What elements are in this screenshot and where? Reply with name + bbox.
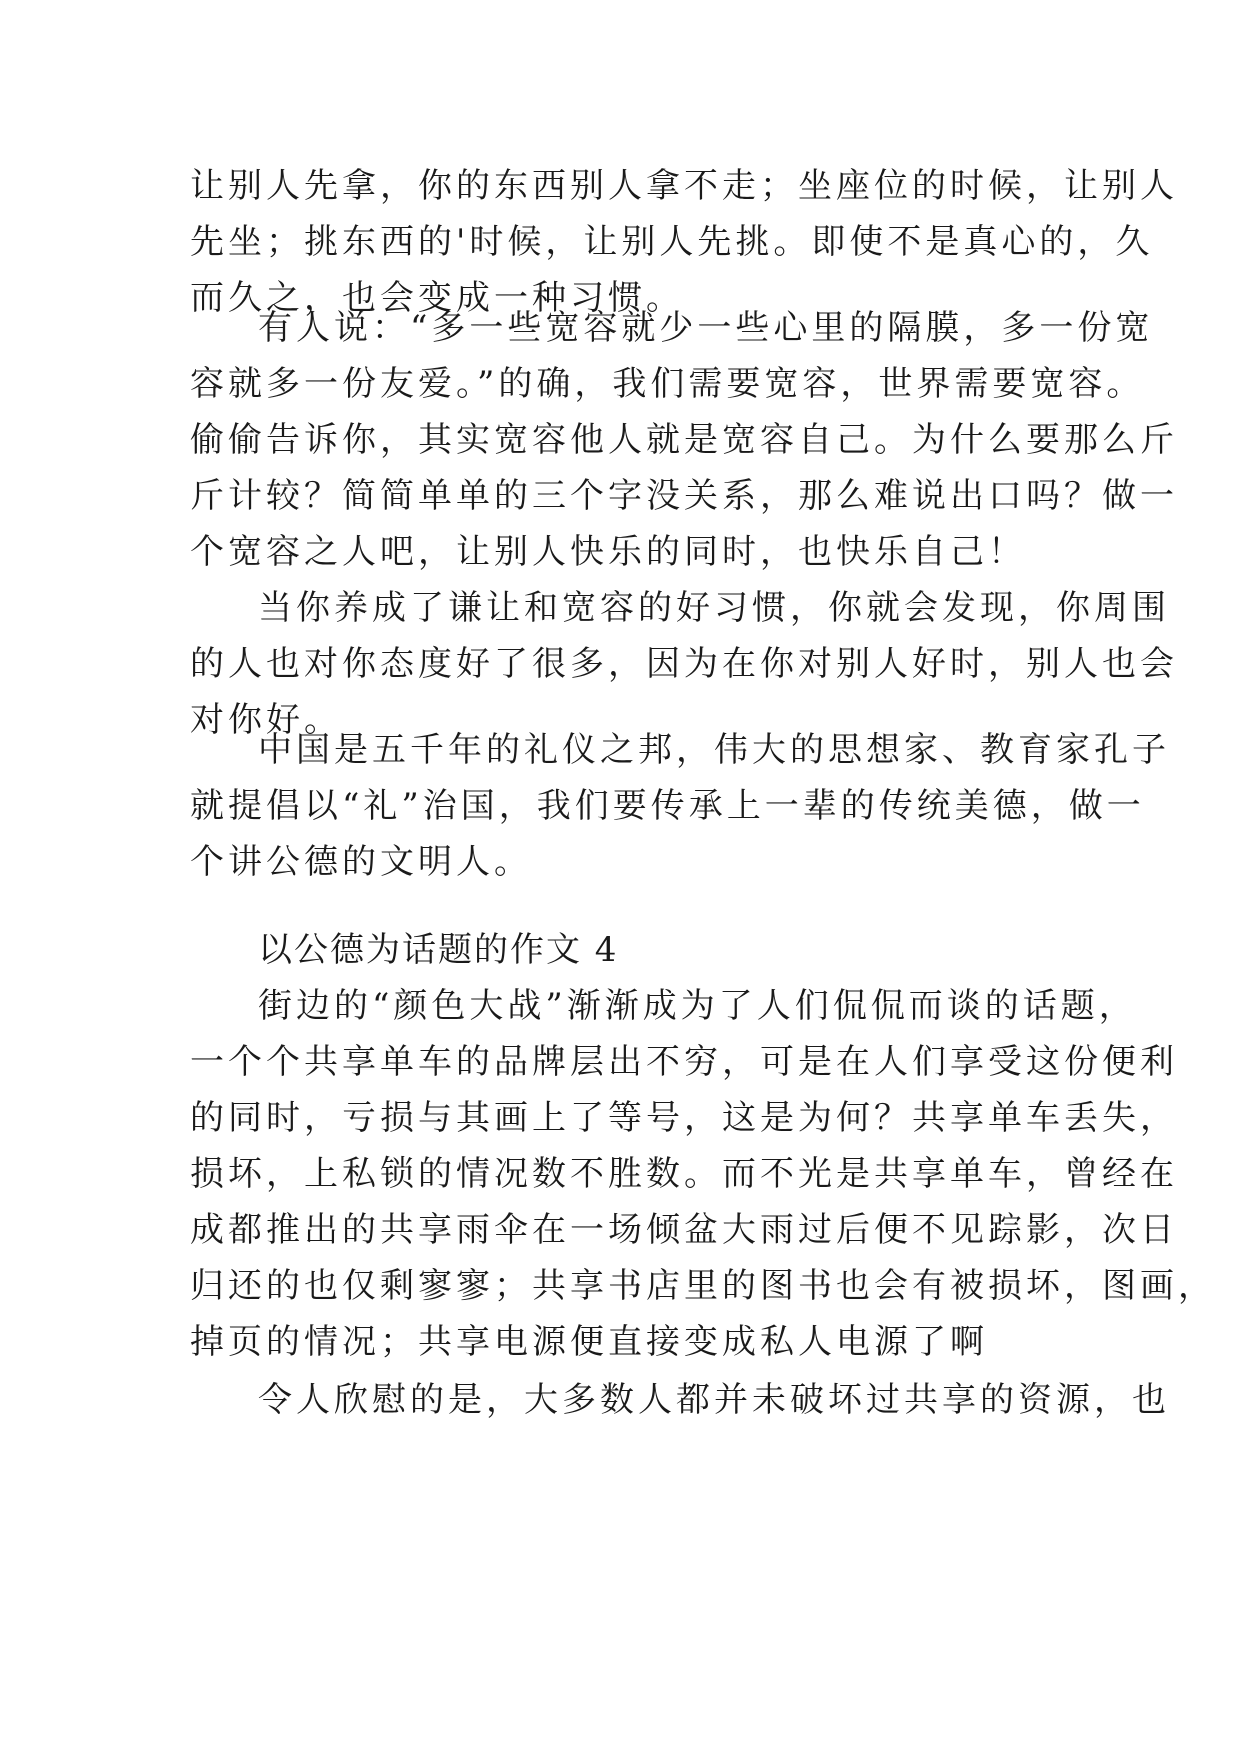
text-line: 个宽容之人吧，让别人快乐的同时，也快乐自己！ xyxy=(190,532,1026,572)
essay-heading: 以公德为话题的作文 4 xyxy=(258,930,619,970)
text-line: 对你好。 xyxy=(190,700,342,740)
text-line: 街边的“颜色大战”渐渐成为了人们侃侃而谈的话题， xyxy=(258,986,1137,1026)
paragraph-etiquette xyxy=(190,722,1170,890)
text-line: 一个个共享单车的品牌层出不穷，可是在人们享受这份便利 xyxy=(190,1042,1178,1082)
text-line: 的同时，亏损与其画上了等号，这是为何？共享单车丢失， xyxy=(190,1098,1178,1138)
paragraph-sharing xyxy=(190,978,1216,1370)
text-line: 令人欣慰的是，大多数人都并未破坏过共享的资源，也 xyxy=(258,1380,1170,1420)
text-line: 斤计较？简简单单的三个字没关系，那么难说出口吗？做一 xyxy=(190,476,1178,516)
text-line: 而久之，也会变成一种习惯。 xyxy=(190,278,684,318)
text-line: 当你养成了谦让和宽容的好习惯，你就会发现，你周围 xyxy=(258,588,1170,628)
text-line: 归还的也仅剩寥寥；共享书店里的图书也会有被损坏，图画， xyxy=(190,1266,1216,1306)
text-line: 损坏，上私锁的情况数不胜数。而不光是共享单车，曾经在 xyxy=(190,1154,1178,1194)
text-line: 让别人先拿，你的东西别人拿不走；坐座位的时候，让别人 xyxy=(190,166,1178,206)
paragraph-tolerance xyxy=(190,300,1178,580)
text-line: 中国是五千年的礼仪之邦，伟大的思想家、教育家孔子 xyxy=(258,730,1170,770)
text-line: 成都推出的共享雨伞在一场倾盆大雨过后便不见踪影，次日 xyxy=(190,1210,1178,1250)
text-line: 掉页的情况；共享电源便直接变成私人电源了啊 xyxy=(190,1322,988,1362)
paragraph-gratifying xyxy=(190,1372,1170,1428)
text-line: 容就多一份友爱。”的确，我们需要宽容，世界需要宽容。 xyxy=(190,364,1145,404)
text-line: 就提倡以“礼”治国，我们要传承上一辈的传统美德，做一 xyxy=(190,786,1145,826)
text-line: 个讲公德的文明人。 xyxy=(190,842,532,882)
text-line: 有人说：“多一些宽容就少一些心里的隔膜，多一份宽 xyxy=(258,308,1154,348)
text-line: 偷偷告诉你，其实宽容他人就是宽容自己。为什么要那么斤 xyxy=(190,420,1178,460)
text-line: 的人也对你态度好了很多，因为在你对别人好时，别人也会 xyxy=(190,644,1178,684)
text-line: 先坐；挑东西的'时候，让别人先挑。即使不是真心的，久 xyxy=(190,222,1154,262)
